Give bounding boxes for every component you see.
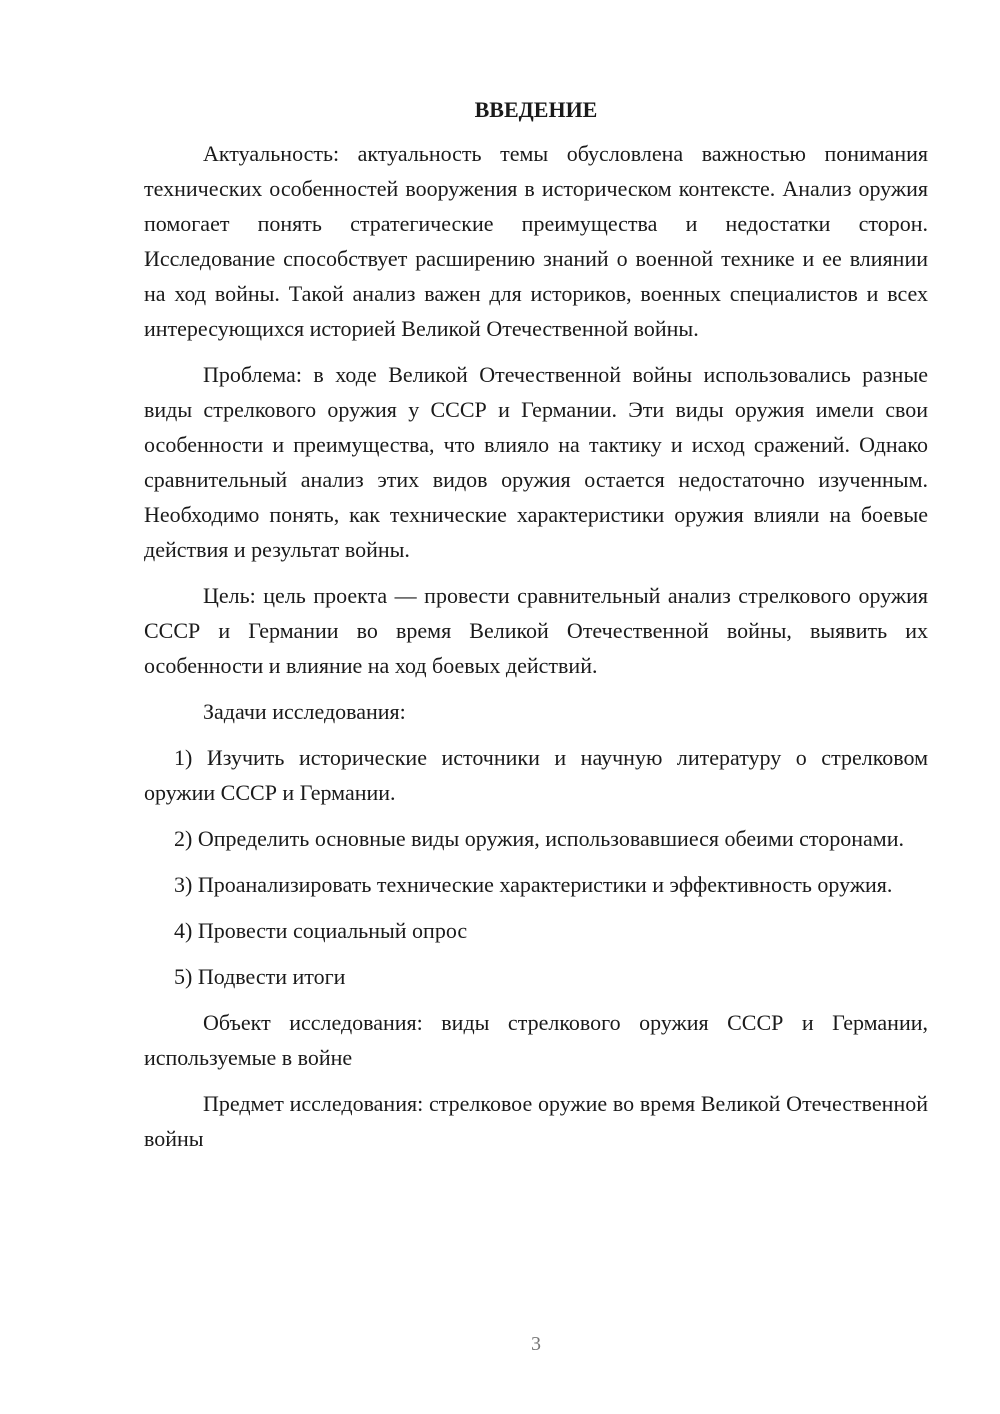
- paragraph-subject: Предмет исследования: стрелковое оружие во время Великой Отечественной войны: [144, 1091, 928, 1151]
- page-number: 3: [531, 1333, 541, 1355]
- task-item-4: 4) Провести социальный опрос: [174, 918, 468, 943]
- document-title: ВВЕДЕНИЕ: [474, 97, 598, 122]
- tasks-heading: Задачи исследования:: [203, 699, 406, 724]
- paragraph-object: Объект исследования: виды стрелкового оружия СССР и Германии, используемые в войне: [144, 1010, 928, 1070]
- paragraph-goal: Цель: цель проекта — провести сравнительный анализ стрелкового оружия СССР и Германии во время Великой Отечественной войны, выявить их особенности и влияние на ход боевых действий.: [144, 583, 928, 678]
- paragraph-problem: Проблема: в ходе Великой Отечественной войны использовались разные виды стрелкового оружия у СССР и Германии. Эти виды оружия имели свои особенности и преимущества, что влияло на тактику и исход сражений. Однако сравнительный анализ этих видов оружия остается недостаточно изученным. Необходимо понять, как технические характеристики оружия влияли на боевые действия и результат войны.: [144, 362, 928, 562]
- document-body: [144, 93, 928, 1167]
- task-item-1: 1) Изучить исторические источники и научную литературу о стрелковом оружии СССР и Германии.: [144, 745, 928, 805]
- task-item-5: 5) Подвести итоги: [174, 964, 346, 989]
- paragraph-relevance: Актуальность: актуальность темы обусловлена важностью понимания технических особенностей вооружения в историческом контексте. Анализ оружия помогает понять стратегические преимущества и недостатки сторон. Исследование способствует расширению знаний о военной технике и ее влиянии на ход войны. Такой анализ важен для историков, военных специалистов и всех интересующихся историей Великой Отечественной войны.: [144, 141, 928, 341]
- task-item-2: 2) Определить основные виды оружия, использовавшиеся обеими сторонами.: [174, 826, 904, 851]
- task-item-3: 3) Проанализировать технические характеристики и эффективность оружия.: [174, 872, 893, 897]
